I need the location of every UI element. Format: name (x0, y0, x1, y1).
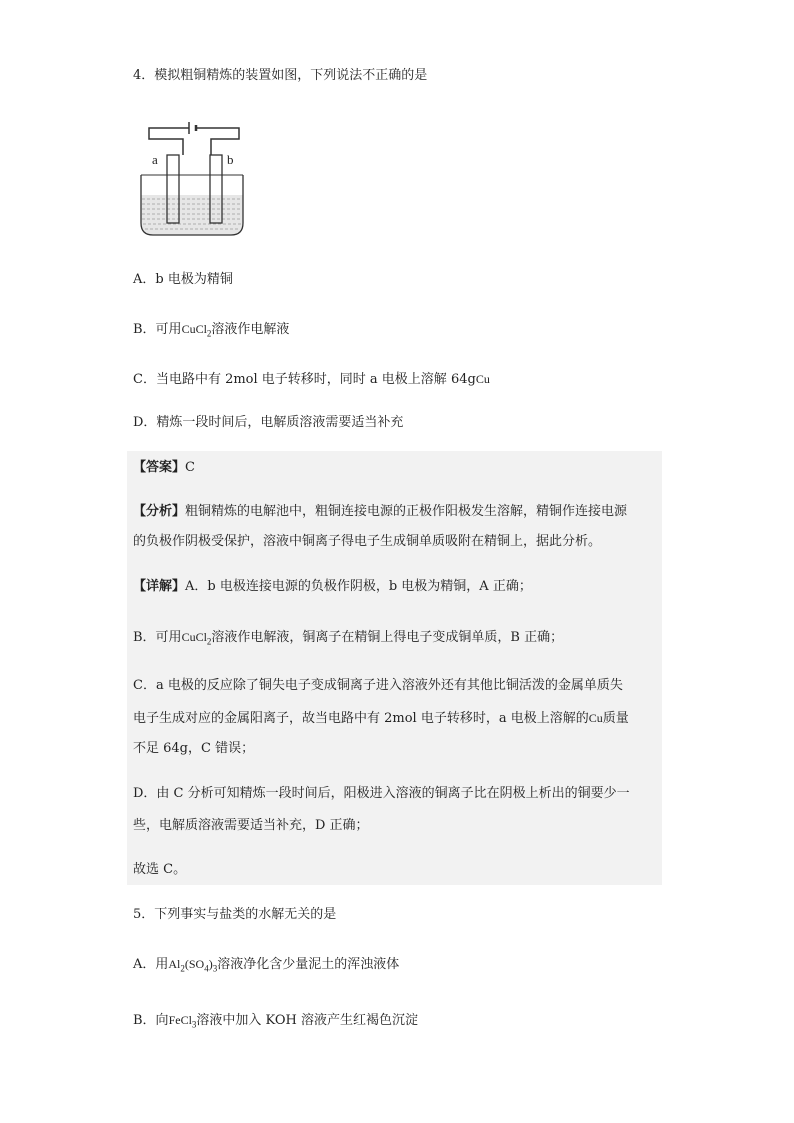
detail-option-a: 【详解】A．b 电极连接电源的负极作阴极，b 电极为精铜，A 正确； (133, 579, 532, 594)
electrode-b-label: b (227, 152, 234, 167)
wire-right (197, 128, 239, 148)
electrode-a-label: a (152, 152, 158, 167)
q4-option-a: A．b 电极为精铜 (133, 272, 233, 287)
analysis-line-2: 的负极作阴极受保护，溶液中铜离子得电子生成铜单质吸附在精铜上，据此分析。 (133, 534, 602, 549)
detail-option-c-line-1: C．a 电极的反应除了铜失电子变成铜离子进入溶液外还有其他比铜活泼的金属单质失 (133, 678, 623, 693)
q4-option-b: B．可用CuCl$_2$溶液作电解液 (133, 322, 290, 339)
detail-option-d-line-2: 些，电解质溶液需要适当补充，D 正确； (133, 818, 369, 833)
q4-option-d: D．精炼一段时间后，电解质溶液需要适当补充 (133, 415, 404, 430)
formula-cu: Cu (475, 372, 490, 386)
detail-option-c-line-2: 电子生成对应的金属阳离子，故当电路中有 2mol 电子转移时，a 电极上溶解的Cu质量 (133, 711, 629, 726)
q5-option-a: A．用$Al_2(SO_4)_3$溶液净化含少量泥土的浑浊液体 (133, 957, 400, 974)
question-5-stem: 5．下列事实与盐类的水解无关的是 (133, 907, 337, 922)
formula-cucl2: CuCl$_2$ (181, 322, 212, 339)
q4-option-c: C．当电路中有 2mol 电子转移时，同时 a 电极上溶解 64gCu (133, 372, 490, 387)
answer-line: 【答案】C (133, 460, 195, 475)
detail-option-b: B．可用CuCl$_2$溶液作电解液，铜离子在精铜上得电子变成铜单质，B 正确； (133, 630, 564, 647)
answer-explanation-box (127, 451, 662, 885)
q5-option-b: B．向FeCl$_3$溶液中加入 KOH 溶液产生红褐色沉淀 (133, 1013, 419, 1030)
detail-option-d-line-1: D．由 C 分析可知精炼一段时间后，阳极进入溶液的铜离子比在阴极上析出的铜要少一 (133, 786, 630, 801)
formula-al2-so4-3: $Al_2(SO_4)_3$ (168, 957, 218, 974)
formula-cucl2: CuCl$_2$ (181, 630, 212, 647)
analysis-line-1: 【分析】粗铜精炼的电解池中，粗铜连接电源的正极作阳极发生溶解，精铜作连接电源 (133, 504, 628, 519)
formula-fecl3: FeCl$_3$ (168, 1013, 197, 1030)
formula-cu: Cu (588, 711, 603, 725)
electrolysis-apparatus-diagram (140, 117, 244, 239)
wire-left (149, 128, 189, 148)
conclusion: 故选 C。 (133, 862, 187, 877)
detail-option-c-line-3: 不足 64g，C 错误； (133, 741, 255, 756)
question-4-stem: 4．模拟粗铜精炼的装置如图，下列说法不正确的是 (133, 68, 428, 83)
